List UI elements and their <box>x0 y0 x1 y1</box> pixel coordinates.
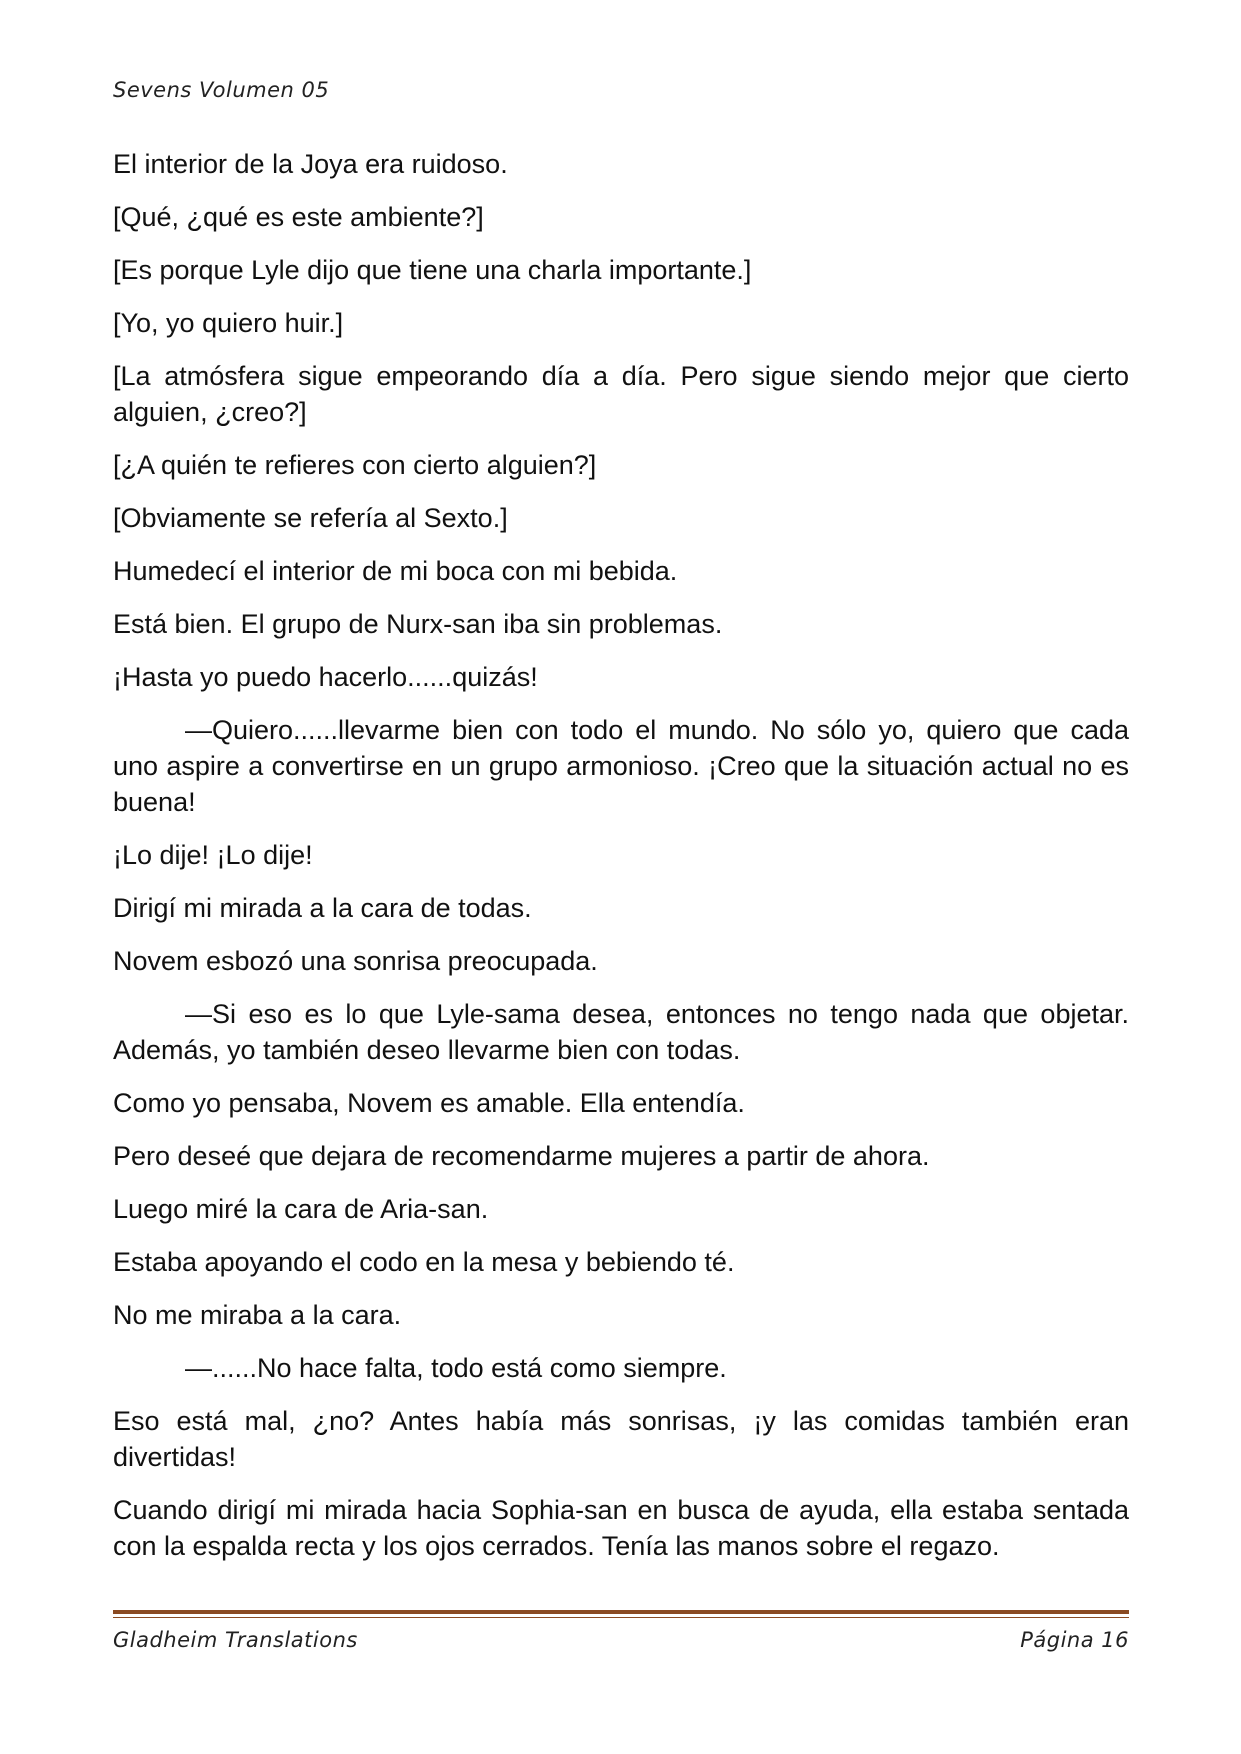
paragraph: Luego miré la cara de Aria-san. <box>113 1194 489 1224</box>
paragraph: ¡Lo dije! ¡Lo dije! <box>113 840 313 870</box>
paragraph: [La atmósfera sigue empeorando día a día. Pero sigue siendo mejor que cierto alguien, ¿creo?] <box>113 361 1129 427</box>
paragraph: Como yo pensaba, Novem es amable. Ella entendía. <box>113 1088 745 1118</box>
paragraph: [Yo, yo quiero huir.] <box>113 308 344 338</box>
footer-rule <box>113 1610 1129 1619</box>
footer-rule-thick <box>113 1610 1129 1614</box>
paragraph: No me miraba a la cara. <box>113 1300 402 1330</box>
paragraph: Estaba apoyando el codo en la mesa y bebiendo té. <box>113 1247 735 1277</box>
footer-rule-thin <box>113 1617 1129 1618</box>
paragraph: Está bien. El grupo de Nurx-san iba sin problemas. <box>113 609 723 639</box>
paragraph: El interior de la Joya era ruidoso. <box>113 149 508 179</box>
footer-publisher: Gladheim Translations <box>113 1628 358 1652</box>
paragraph: Cuando dirigí mi mirada hacia Sophia-san en busca de ayuda, ella estaba sentada con la espalda recta y los ojos cerrados. Tenía las manos sobre el regazo. <box>113 1495 1129 1561</box>
paragraph: [Qué, ¿qué es este ambiente?] <box>113 202 484 232</box>
paragraph: Pero deseé que dejara de recomendarme mujeres a partir de ahora. <box>113 1141 930 1171</box>
body-text <box>113 146 1129 1581</box>
paragraph: [Es porque Lyle dijo que tiene una charla importante.] <box>113 255 752 285</box>
dialogue-paragraph: —......No hace falta, todo está como siempre. <box>185 1353 727 1383</box>
paragraph: [Obviamente se refería al Sexto.] <box>113 503 508 533</box>
paragraph: [¿A quién te refieres con cierto alguien?] <box>113 450 597 480</box>
paragraph: Dirigí mi mirada a la cara de todas. <box>113 893 532 923</box>
page-number: Página 16 <box>1020 1628 1129 1652</box>
paragraph: Eso está mal, ¿no? Antes había más sonrisas, ¡y las comidas también eran divertidas! <box>113 1406 1129 1472</box>
paragraph: ¡Hasta yo puedo hacerlo......quizás! <box>113 662 538 692</box>
dialogue-paragraph: —Si eso es lo que Lyle-sama desea, entonces no tengo nada que objetar. Además, yo también deseo llevarme bien con todas. <box>113 999 1129 1065</box>
dialogue-paragraph: —Quiero......llevarme bien con todo el mundo. No sólo yo, quiero que cada uno aspire a convertirse en un grupo armonioso. ¡Creo que la situación actual no es buena! <box>113 715 1129 817</box>
paragraph: Novem esbozó una sonrisa preocupada. <box>113 946 598 976</box>
running-header: Sevens Volumen 05 <box>113 78 330 102</box>
paragraph: Humedecí el interior de mi boca con mi bebida. <box>113 556 678 586</box>
